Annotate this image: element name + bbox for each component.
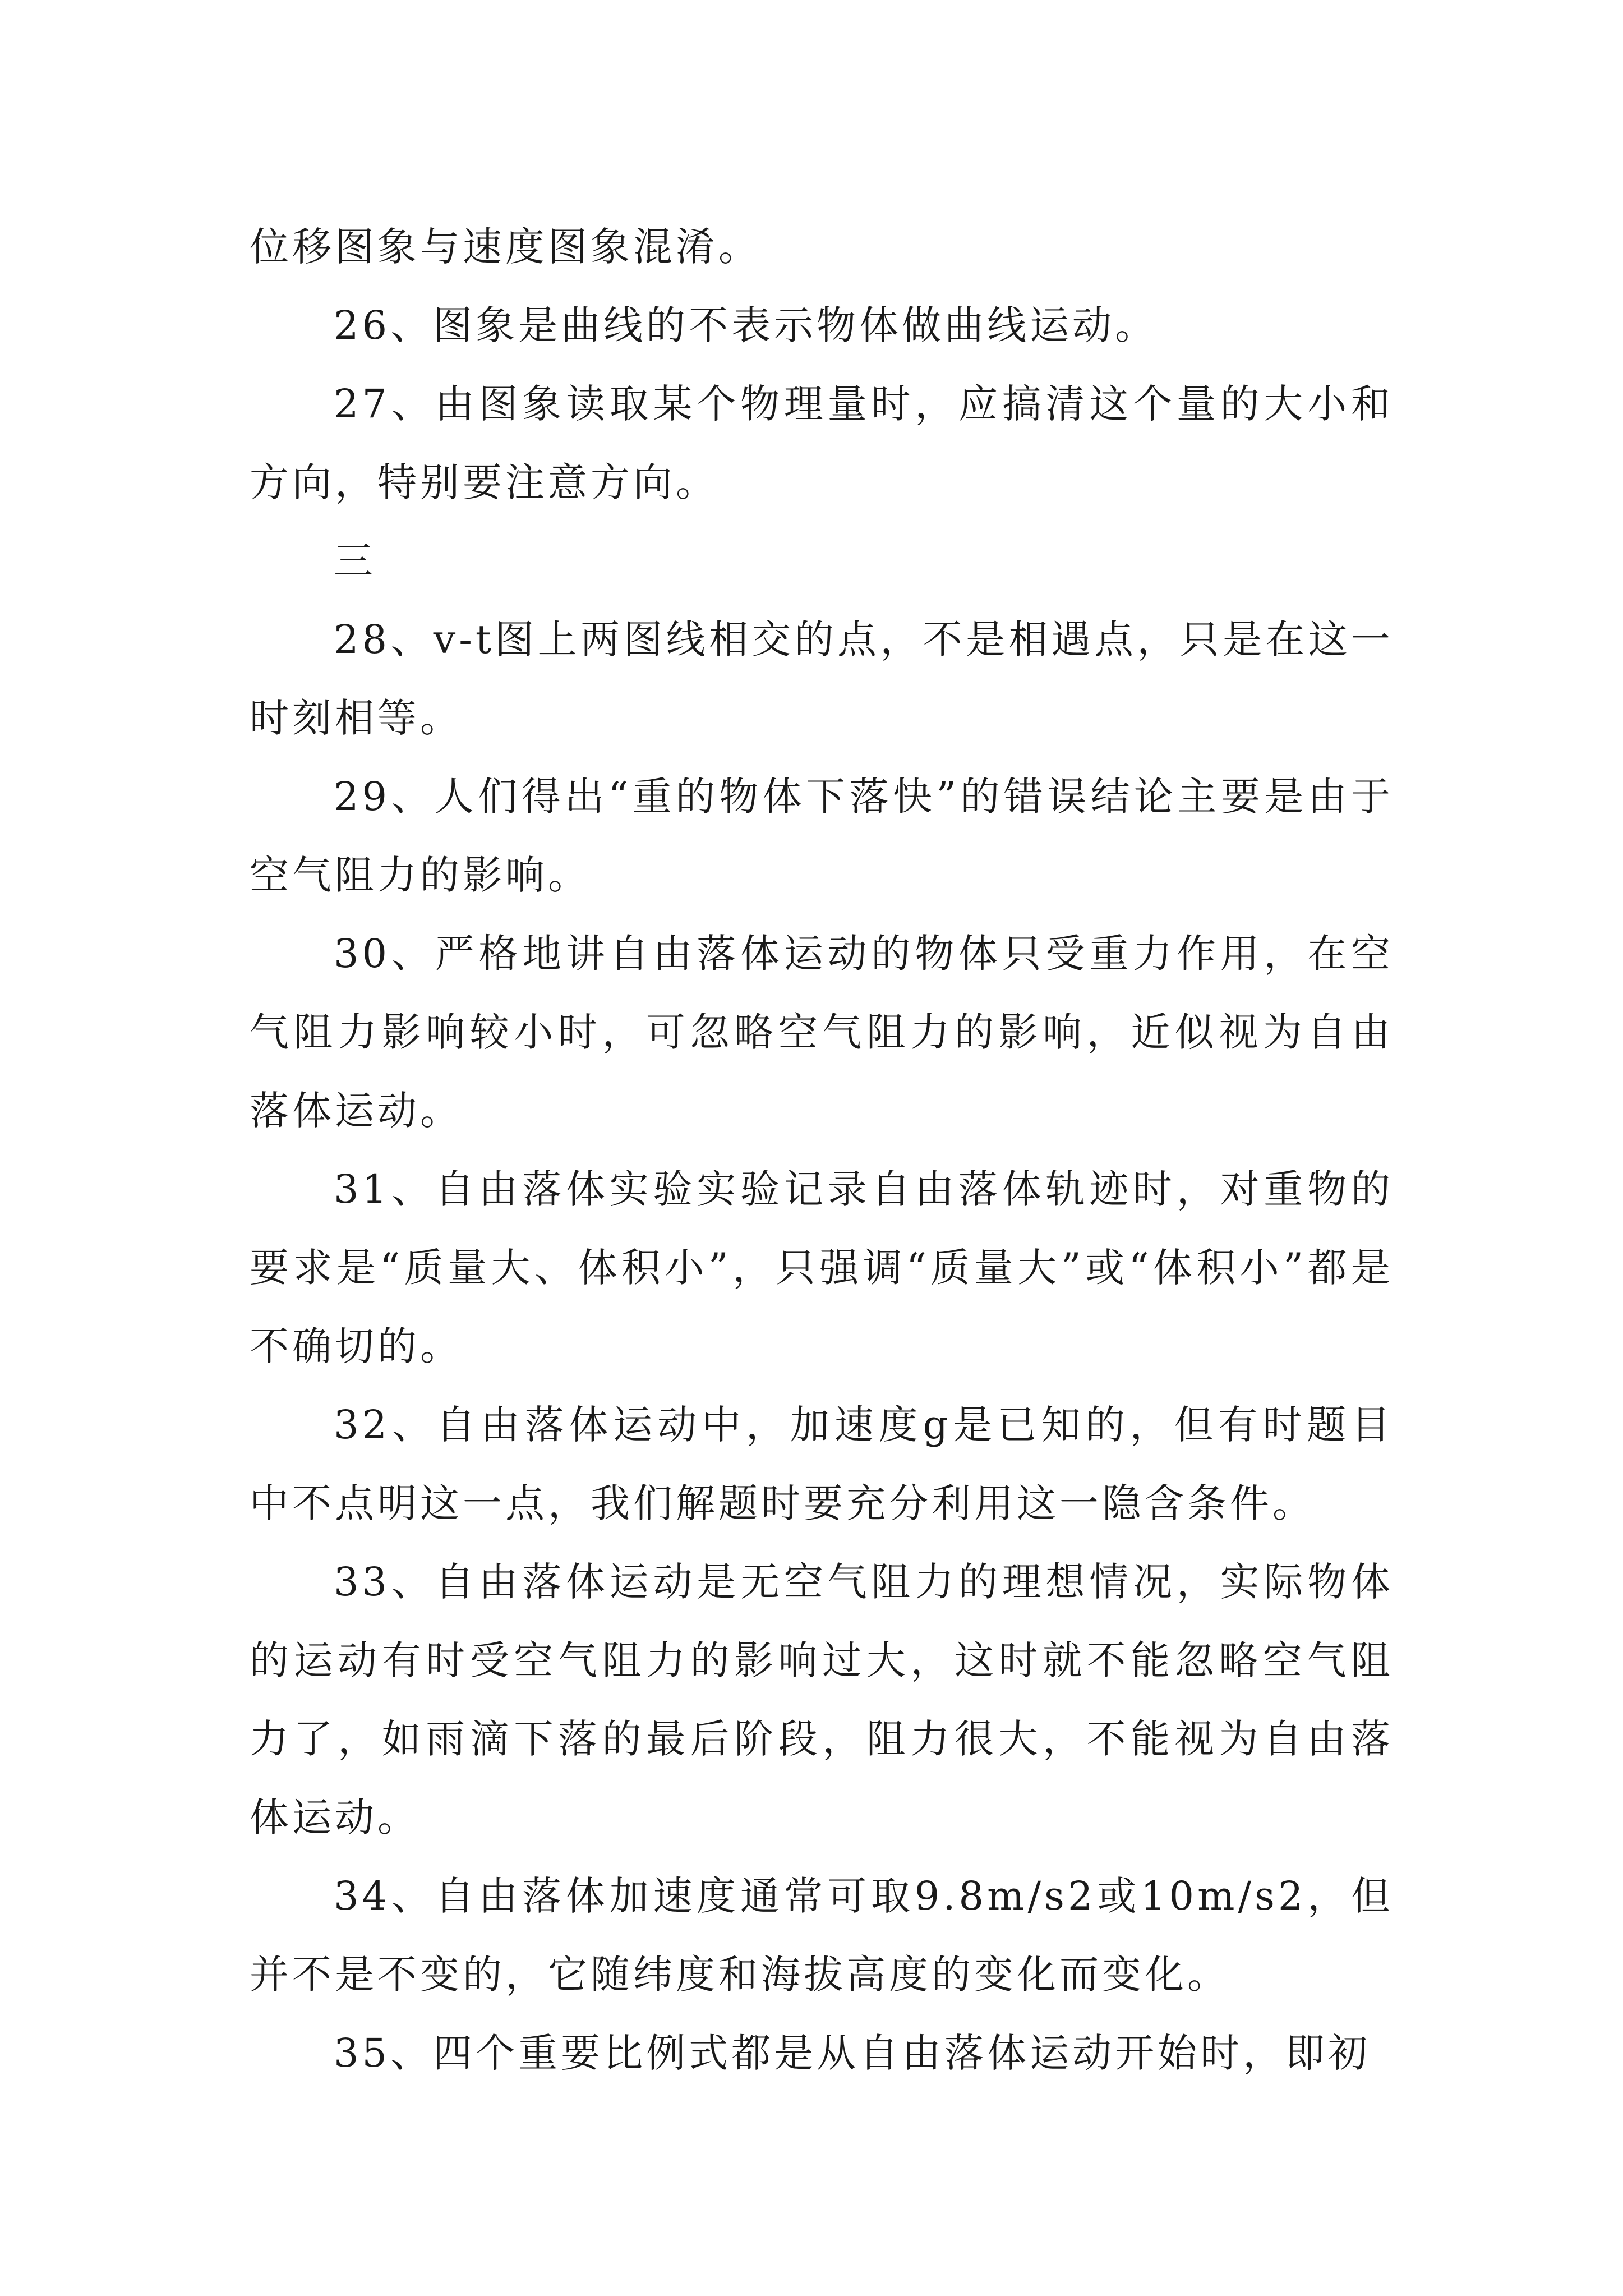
paragraph-item-35: 35、四个重要比例式都是从自由落体运动开始时，即初 [334,2030,1371,2076]
paragraph-continuation: 位移图象与速度图象混淆。 [250,224,761,270]
paragraph-item-28: 28、v-t图上两图线相交的点，不是相遇点，只是在这一时刻相等。 [250,616,1394,741]
paragraph-item-34: 34、自由落体加速度通常可取9.8m/s2或10m/s2，但并不是不变的，它随纬度和海拔高度的变化而变化。 [250,1873,1394,1998]
paragraph-item-31: 31、自由落体实验实验记录自由落体轨迹时，对重物的要求是“质量大、体积小”，只强调“质量大”或“体积小”都是不确切的。 [250,1166,1394,1369]
paragraph-item-30: 30、严格地讲自由落体运动的物体只受重力作用，在空气阻力影响较小时，可忽略空气阻力的影响，近似视为自由落体运动。 [250,931,1394,1134]
document-body [250,208,1394,2092]
paragraph-item-27: 27、由图象读取某个物理量时，应搞清这个量的大小和方向，特别要注意方向。 [250,381,1394,505]
paragraph-item-32: 32、自由落体运动中，加速度g是已知的，但有时题目中不点明这一点，我们解题时要充分利用这一隐含条件。 [250,1402,1394,1526]
section-heading-three: 三 [334,538,376,584]
paragraph-item-33: 33、自由落体运动是无空气阻力的理想情况，实际物体的运动有时受空气阻力的影响过大，这时就不能忽略空气阻力了，如雨滴下落的最后阶段，阻力很大，不能视为自由落体运动。 [250,1559,1394,1841]
paragraph-item-26: 26、图象是曲线的不表示物体做曲线运动。 [334,302,1158,348]
paragraph-item-29: 29、人们得出“重的物体下落快”的错误结论主要是由于空气阻力的影响。 [250,774,1394,898]
